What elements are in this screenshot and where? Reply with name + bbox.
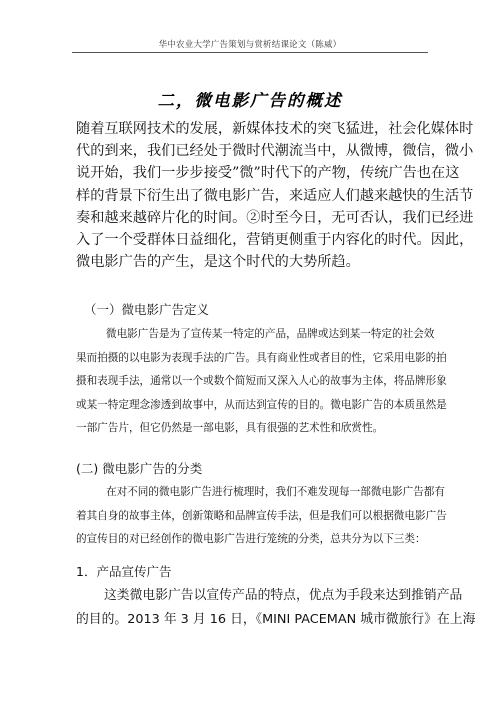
- paragraph-line: 样的背景下衍生出了微电影广告，来适应人们越来越快的生活节: [76, 187, 474, 204]
- paragraph-line: 的目的。2013 年 3 月 16 日，《MINI PACEMAN 城市微旅行》在上海: [76, 612, 476, 627]
- definition-paragraph: [76, 323, 447, 441]
- paragraph-line: 一部广告片，但它仍然是一部电影，具有很强的艺术性和欣赏性。: [76, 422, 384, 434]
- paragraph-line: 微电影广告是为了宣传某一特定的产品，品牌或达到某一特定的社会效: [106, 328, 435, 340]
- paragraph-line: 微电影广告的产生，是这个时代的大势所趋。: [76, 254, 360, 271]
- paragraph-line: 着其自身的故事主体，创新策略和品牌宣传手法，但是我们可以根据微电影广告: [76, 509, 447, 522]
- paragraph-line: 果而拍摄的以电影为表现手法的广告。具有商业性或者目的性，它采用电影的拍: [76, 351, 447, 364]
- section-title: 二，微电影广告的概述: [157, 91, 343, 110]
- product-ads-paragraph: [76, 584, 476, 632]
- subheading-definition: （一）微电影广告定义: [84, 302, 210, 317]
- subheading-classification: (二) 微电影广告的分类: [76, 461, 203, 476]
- paragraph-line: 在对不同的微电影广告进行梳理时，我们不难发现每一部微电影广告都有: [106, 486, 445, 498]
- paragraph-line: 入了一个受群体日益细化，营销更侧重于内容化的时代。因此，: [76, 232, 474, 249]
- paragraph-line: 的宣传目的对已经创作的微电影广告进行笼统的分类，总共分为以下三类：: [76, 533, 426, 545]
- paragraph-line: 代的到来，我们已经处于微时代潮流当中，从微博，微信，微小: [76, 143, 474, 160]
- running-header: 华中农业大学广告策划与赏析结课论文（陈威）: [158, 40, 342, 50]
- paragraph-line: 说开始，我们一步步接受”微”时代下的产物，传统广告也在这: [76, 165, 460, 182]
- classification-paragraph: [76, 481, 447, 552]
- header-rule: [72, 52, 428, 53]
- paragraph-line: 或某一特定理念渗透到故事中，从而达到宣传的目的。微电影广告的本质虽然是: [76, 398, 447, 411]
- paragraph-line: 奏和越来越碎片化的时间。②时至今日，无可否认，我们已经进: [76, 209, 474, 226]
- paragraph-line: 摄和表现手法，通常以一个或数个简短而又深入人心的故事为主体，将品牌形象: [76, 375, 447, 387]
- subheading-product-ads: 1．产品宣传广告: [76, 564, 172, 579]
- paragraph-line: 这类微电影广告以宣传产品的特点，优点为手段来达到推销产品: [104, 588, 463, 603]
- intro-paragraph: [76, 118, 474, 273]
- paragraph-line: 随着互联网技术的发展，新媒体技术的突飞猛进，社会化媒体时: [76, 121, 474, 137]
